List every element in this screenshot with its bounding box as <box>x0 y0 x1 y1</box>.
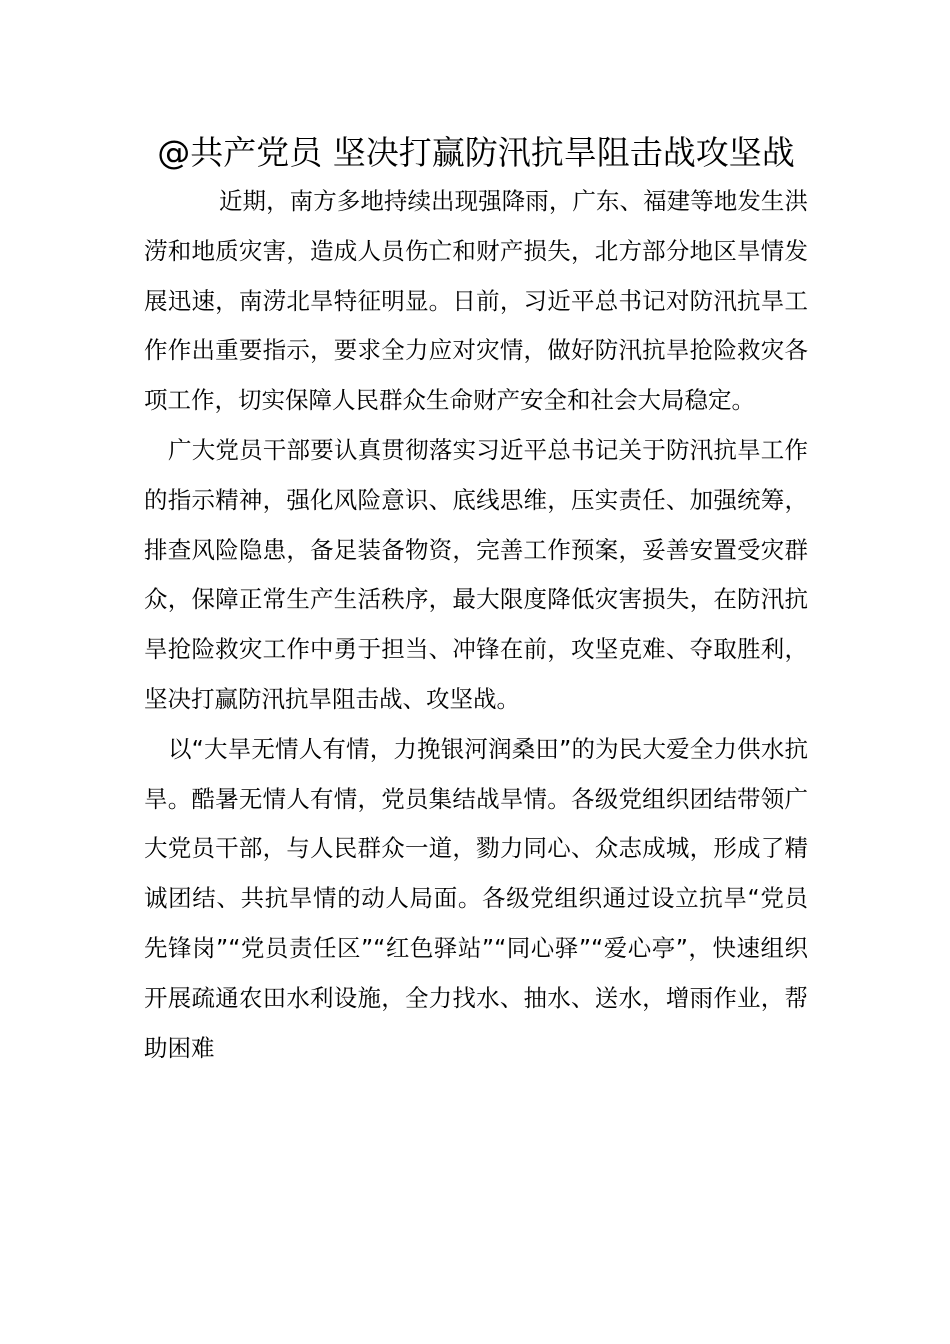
document-page <box>144 128 808 1073</box>
paragraph-2: 广大党员干部要认真贯彻落实习近平总书记关于防汛抗旱工作的指示精神，强化风险意识、底线思维，压实责任、加强统筹，排查风险隐患，备足装备物资，完善工作预案，妥善安置受灾群众，保障正常生产生活秩序，最大限度降低灾害损失，在防汛抗旱抢险救灾工作中勇于担当、冲锋在前，攻坚克难、夺取胜利，坚决打赢防汛抗旱阻击战、攻坚战。 <box>144 435 808 713</box>
document-title: @共产党员 坚决打赢防汛抗旱阻击战攻坚战 <box>157 133 795 172</box>
paragraph-3: 以“大旱无情人有情，力挽银河润桑田”的为民大爱全力供水抗旱。酷暑无情人有情，党员集结战旱情。各级党组织团结带领广大党员干部，与人民群众一道，勠力同心、众志成城，形成了精诚团结、共抗旱情的动人局面。各级党组织通过设立抗旱“党员先锋岗”“党员责任区”“红色驿站”“同心驿”“爱心亭”，快速组织开展疏通农田水利设施，全力找水、抽水、送水，增雨作业，帮助困难 <box>144 734 808 1062</box>
paragraph-1: 近期，南方多地持续出现强降雨，广东、福建等地发生洪涝和地质灾害，造成人员伤亡和财产损失，北方部分地区旱情发展迅速，南涝北旱特征明显。日前，习近平总书记对防汛抗旱工作作出重要指示，要求全力应对灾情，做好防汛抗旱抢险救灾各项工作，切实保障人民群众生命财产安全和社会大局稳定。 <box>144 187 808 415</box>
